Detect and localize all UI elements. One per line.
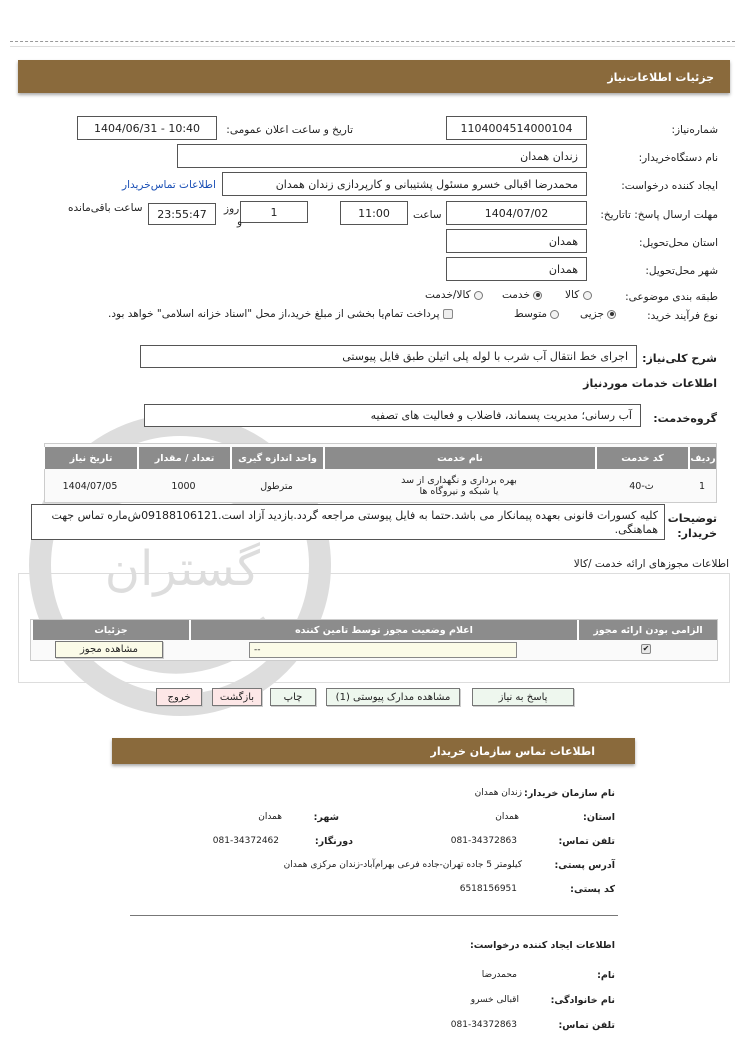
watermark-text: گستران	[104, 541, 260, 597]
permits-table-header	[31, 620, 717, 640]
contact-phone-value: 081-34372863	[450, 836, 517, 846]
process-option-minor[interactable]: جزیی	[580, 308, 616, 320]
deadline-date-field: 1404/07/02	[446, 201, 587, 225]
creator-name-value: محمدرضا	[481, 970, 517, 980]
radio-medium[interactable]	[550, 310, 559, 319]
creator-phone-value: 081-34372863	[450, 1020, 517, 1030]
contact-province-value: همدان	[495, 812, 519, 822]
permit-status-field[interactable]: --	[249, 642, 517, 658]
notes-label: توضیحات خریدار:	[667, 512, 717, 540]
buyer-org-field: زندان همدان	[177, 144, 587, 168]
service-group-field: آب رسانی؛ مدیریت پسماند، فاضلاب و فعالیت های تصفیه	[144, 404, 641, 427]
days-label: روز	[224, 203, 240, 215]
announce-field: 1404/06/31 - 10:40	[77, 116, 217, 140]
attachments-button[interactable]: مشاهده مدارک پیوستی (1)	[326, 688, 460, 706]
treasury-option[interactable]: پرداخت تمام‌یا بخشی از مبلغ خرید،از محل "اسناد خزانه اسلامی" خواهد بود.	[108, 308, 453, 320]
creator-family-value: اقبالی خسرو	[470, 995, 519, 1005]
contact-province-label: استان:	[583, 812, 615, 823]
cell-name-line1: بهره برداری و نگهداری از سد	[401, 475, 517, 486]
services-title: اطلاعات خدمات موردنیاز	[583, 377, 717, 390]
contact-header	[112, 738, 635, 764]
contact-address-value: کیلومتر 5 جاده تهران-جاده فرعی بهرام‌آباد-زندان مرکزی همدان	[283, 860, 522, 870]
keyword-field: اجرای خط انتقال آب شرب با لوله پلی اتیلن طبق فایل پیوستی	[140, 345, 637, 368]
city-field: همدان	[446, 257, 587, 281]
time-label: ساعت	[413, 209, 442, 221]
process-option-medium[interactable]: متوسط	[514, 308, 559, 320]
creator-family-label: نام خانوادگی:	[550, 995, 615, 1006]
radio-both[interactable]	[474, 291, 483, 300]
col-permit-required: الزامی بودن ارائه مجوز	[577, 620, 717, 640]
top-divider-2	[10, 46, 735, 47]
radio-service[interactable]	[533, 291, 542, 300]
contact-divider	[130, 915, 618, 916]
city-label: شهر محل‌تحویل:	[645, 265, 718, 277]
treasury-checkbox[interactable]	[443, 309, 453, 319]
creator-field: محمدرضا اقبالی خسرو مسئول پشتیبانی و کارپردازی زندان همدان	[222, 172, 587, 196]
col-date: تاریخ نیاز	[43, 447, 137, 469]
top-divider	[10, 41, 735, 42]
page-title: جزئیات اطلاعات‌نیاز	[607, 71, 714, 84]
process-label: نوع فرآیند خرید:	[647, 310, 718, 322]
permits-title: اطلاعات مجوزهای ارائه خدمت /کالا	[573, 558, 729, 570]
contact-address-label: آدرس پستی:	[554, 860, 615, 871]
cell-date: 1404/07/05	[62, 480, 118, 492]
col-unit: واحد اندازه گیری	[230, 447, 323, 469]
creator-section-title: اطلاعات ایجاد کننده درخواست:	[469, 940, 615, 951]
cell-name	[323, 471, 595, 501]
province-label: استان محل‌تحویل:	[638, 237, 718, 249]
category-label: طبقه بندی موضوعی:	[625, 291, 718, 303]
radio-goods[interactable]	[583, 291, 592, 300]
check-icon: ✔	[642, 644, 650, 653]
province-field: همدان	[446, 229, 587, 253]
creator-name-label: نام:	[597, 970, 615, 981]
contact-org-value: زندان همدان	[474, 788, 522, 798]
remaining-time-field: 23:55:47	[148, 203, 216, 225]
cell-unit: مترطول	[260, 480, 293, 492]
exit-button[interactable]: خروج	[156, 688, 202, 706]
category-option-both[interactable]: کالا/خدمت	[425, 289, 483, 301]
days-field: 1	[240, 201, 308, 223]
col-qty: تعداد / مقدار	[137, 447, 230, 469]
contact-city-value: همدان	[258, 812, 282, 822]
keyword-label: شرح کلی‌نیاز:	[642, 352, 717, 365]
need-number-label: شماره‌نیاز:	[671, 124, 718, 136]
days-suffix: و	[237, 216, 243, 228]
notes-field: کلیه کسورات قانونی بعهده پیمانکار می باشد.حتما به فایل پیوستی مراجعه گردد.بازدید آزاد است.09188106121ش‌ماره تماس جهت هماهنگی.	[31, 504, 665, 540]
table-row	[43, 471, 716, 501]
contact-org-label: نام سازمان خریدار:	[524, 788, 615, 799]
col-name: نام خدمت	[323, 447, 595, 469]
col-permit-status: اعلام وضعیت مجوز توسط تامین کننده	[189, 620, 577, 640]
print-button[interactable]: چاپ	[270, 688, 316, 706]
announce-label: تاریخ و ساعت اعلان عمومی:	[226, 124, 353, 136]
deadline-time-field: 11:00	[340, 201, 408, 225]
contact-fax-value: 081-34372462	[212, 836, 279, 846]
contact-postal-value: 6518156951	[459, 884, 517, 894]
category-option-goods[interactable]: کالا	[565, 289, 592, 301]
back-button[interactable]: بازگشت	[212, 688, 262, 706]
buyer-org-label: نام دستگاه‌خریدار:	[638, 152, 718, 164]
creator-label: ایجاد کننده درخواست:	[621, 180, 718, 192]
contact-postal-label: کد پستی:	[570, 884, 615, 895]
remaining-label: ساعت باقی‌مانده	[68, 202, 143, 214]
need-number-field: 1104004514000104	[446, 116, 587, 140]
radio-minor[interactable]	[607, 310, 616, 319]
cell-row: 1	[698, 480, 706, 492]
permits-table	[30, 619, 718, 661]
contact-fax-label: دورنگار:	[314, 836, 353, 847]
contact-city-label: شهر:	[313, 812, 339, 823]
reply-button[interactable]: پاسخ به نیاز	[472, 688, 574, 706]
buyer-contact-link[interactable]: اطلاعات تماس‌خریدار	[122, 179, 216, 191]
cell-code: ث-40	[629, 480, 654, 492]
services-table	[44, 443, 717, 503]
view-permit-button[interactable]: مشاهده مجوز	[55, 641, 163, 658]
details-header	[18, 60, 730, 93]
services-table-header	[43, 447, 716, 469]
contact-phone-label: تلفن تماس:	[558, 836, 615, 847]
deadline-label: مهلت ارسال پاسخ: تاتاریخ:	[600, 209, 718, 221]
contact-title: اطلاعات تماس سازمان خریدار	[430, 745, 595, 758]
permit-required-checkbox	[641, 644, 651, 655]
category-option-service[interactable]: خدمت	[502, 289, 542, 301]
col-row: ردیف	[688, 447, 716, 469]
col-permit-details: جزئیات	[31, 620, 189, 640]
cell-name-line2: یا شبکه و نیروگاه ها	[419, 486, 499, 497]
cell-qty: 1000	[171, 480, 196, 492]
creator-phone-label: تلفن تماس:	[558, 1020, 615, 1031]
col-code: کد خدمت	[595, 447, 688, 469]
service-group-label: گروه‌خدمت:	[653, 412, 717, 425]
